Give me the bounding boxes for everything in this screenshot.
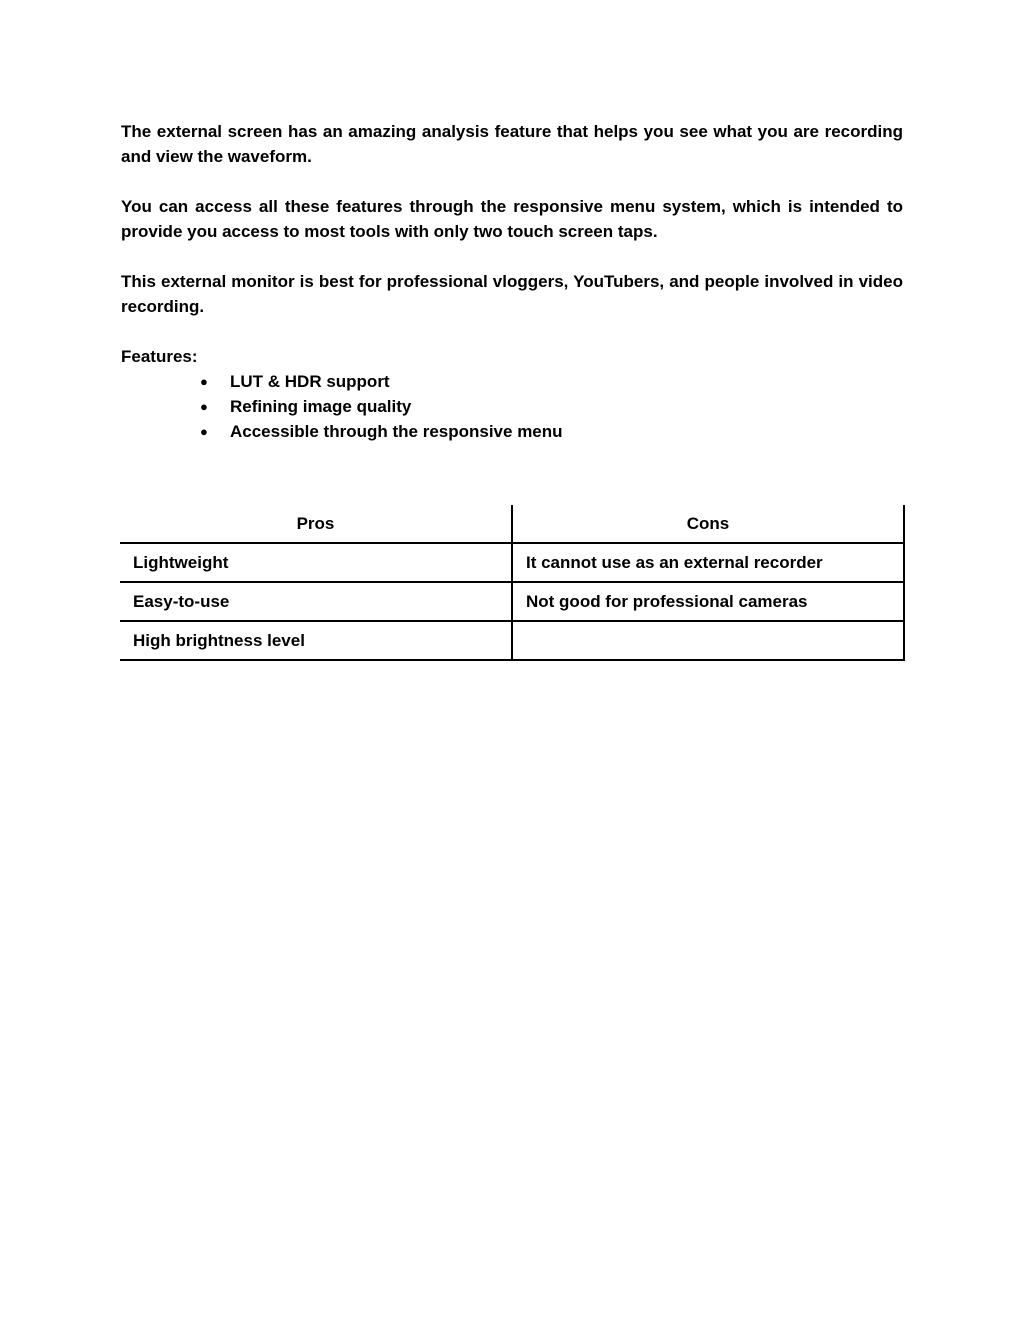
paragraph-menu: You can access all these features through the responsive menu system, which is intended to provide you access to most tools with only two touch screen taps. bbox=[121, 197, 903, 241]
bullet-icon: ● bbox=[200, 424, 208, 439]
cons-cell: It cannot use as an external recorder bbox=[512, 543, 904, 582]
table-row bbox=[120, 543, 904, 582]
feature-label: LUT & HDR support bbox=[230, 372, 390, 391]
feature-label: Accessible through the responsive menu bbox=[230, 422, 563, 441]
feature-label: Refining image quality bbox=[230, 397, 412, 416]
pros-cons-table bbox=[120, 505, 905, 661]
pros-cell: Lightweight bbox=[120, 543, 512, 582]
cons-header: Cons bbox=[512, 505, 904, 543]
pros-cell: Easy-to-use bbox=[120, 582, 512, 621]
cons-cell: Not good for professional cameras bbox=[512, 582, 904, 621]
pros-header: Pros bbox=[120, 505, 512, 543]
paragraph-analysis: The external screen has an amazing analysis feature that helps you see what you are recording and view the waveform. bbox=[121, 122, 903, 166]
features-list bbox=[121, 369, 903, 444]
list-item bbox=[200, 394, 903, 419]
table-row bbox=[120, 582, 904, 621]
cons-cell bbox=[512, 621, 904, 660]
paragraph-audience: This external monitor is best for professional vloggers, YouTubers, and people involved in video recording. bbox=[121, 272, 903, 316]
bullet-icon: ● bbox=[200, 399, 208, 414]
table-header-row bbox=[120, 505, 904, 543]
document-body bbox=[121, 119, 903, 444]
table-row bbox=[120, 621, 904, 660]
pros-cell: High brightness level bbox=[120, 621, 512, 660]
features-heading: Features: bbox=[121, 347, 198, 366]
list-item bbox=[200, 419, 903, 444]
list-item bbox=[200, 369, 903, 394]
bullet-icon: ● bbox=[200, 374, 208, 389]
